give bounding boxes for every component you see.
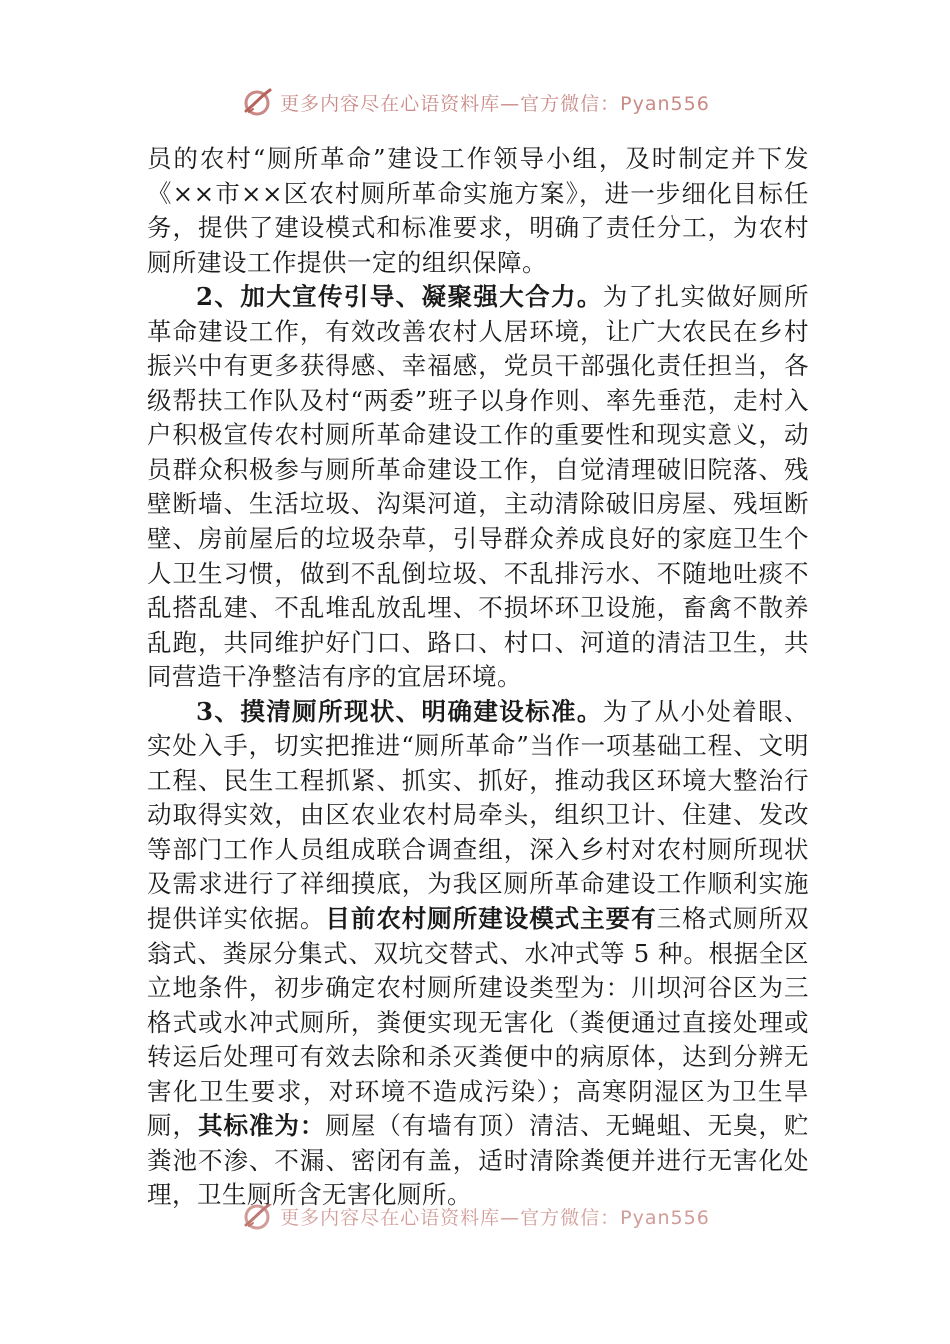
watermark-header bbox=[0, 82, 950, 122]
paragraph-1 bbox=[147, 142, 809, 280]
section-heading: 2、加大宣传引导、凝聚强大合力。 bbox=[196, 282, 603, 312]
paragraph-3 bbox=[147, 695, 809, 1213]
paragraph-text: 员的农村“厕所革命”建设工作领导小组，及时制定并下发《××市××区农村厕所革命实施方案》，进一步细化目标任务，提供了建设模式和标准要求，明确了责任分工，为农村厕所建设工作提供一定的组织保障。 bbox=[147, 144, 809, 277]
bold-phrase: 目前农村厕所建设模式主要有 bbox=[325, 904, 657, 934]
bold-phrase: 其标准为： bbox=[197, 1111, 326, 1141]
paragraph-text: 为了扎实做好厕所革命建设工作，有效改善农村人居环境，让广大农民在乡村振兴中有更多获得感、幸福感，党员干部强化责任担当，各级帮扶工作队及村“两委”班子以身作则、率先垂范，走村入户积极宣传农村厕所革命建设工作的重要性和现实意义，动员群众积极参与厕所革命建设工作，自觉清理破旧院落、残壁断墙、生活垃圾、沟渠河道，主动清除破旧房屋、残垣断壁、房前屋后的垃圾杂草，引导群众养成良好的家庭卫生个人卫生习惯，做到不乱倒垃圾、不乱排污水、不随地吐痰不乱搭乱建、不乱堆乱放乱埋、不损坏环卫设施，畜禽不散养乱跑，共同维护好门口、路口、村口、河道的清洁卫生，共同营造干净整洁有序的宜居环境。 bbox=[147, 282, 810, 692]
brush-logo-icon bbox=[240, 85, 274, 119]
document-body bbox=[147, 142, 809, 1213]
paragraph-text: 厕屋（有墙有顶）清洁、无蝇蛆、无臭，贮粪池不渗、不漏、密闭有盖，适时清除粪便并进行无害化处理，卫生厕所含无害化厕所。 bbox=[147, 1111, 810, 1210]
watermark-text: 更多内容尽在心语资料库—官方微信：Pyan556 bbox=[280, 1206, 710, 1229]
paragraph-text: 三格式厕所双翁式、粪尿分集式、双坑交替式、水冲式等 5 种。根据全区立地条件，初步确定农村厕所建设类型为：川坝河谷区为三格式或水冲式厕所，粪便实现无害化（粪便通过直接处理或转运后处理可有效去除和杀灭粪便中的病原体，达到分辨无害化卫生要求，对环境不造成污染）；高寒阴湿区为卫生旱厕， bbox=[147, 904, 810, 1141]
brush-logo-icon bbox=[240, 1204, 274, 1233]
watermark-text: 更多内容尽在心语资料库—官方微信：Pyan556 bbox=[280, 92, 710, 115]
paragraph-2 bbox=[147, 280, 809, 695]
watermark-footer bbox=[0, 1204, 950, 1238]
section-heading: 3、摸清厕所现状、明确建设标准。 bbox=[196, 696, 603, 726]
paragraph-text: 为了从小处着眼、实处入手，切实把推进“厕所革命”当作一项基础工程、文明工程、民生工程抓紧、抓实、抓好，推动我区环境大整治行动取得实效，由区农业农村局牵头，组织卫计、住建、发改等部门工作人员组成联合调查组，深入乡村对农村厕所现状及需求进行了祥细摸底，为我区厕所革命建设工作顺利实施提供详实依据。 bbox=[147, 696, 810, 934]
